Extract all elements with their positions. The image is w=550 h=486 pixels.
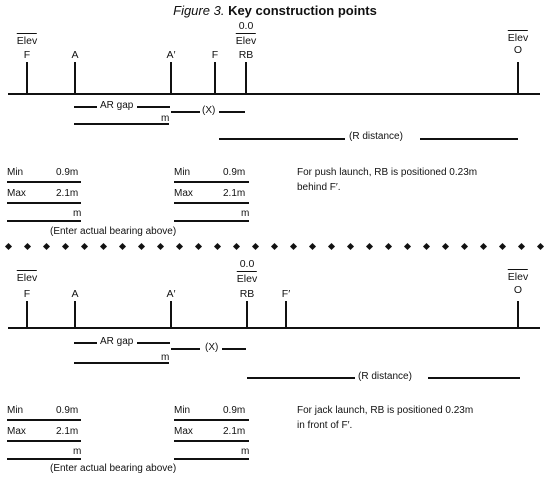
ar-gap-unit-jack: m: [161, 352, 170, 363]
tick-a-prime: [170, 62, 172, 94]
tick-a: [74, 62, 76, 94]
min-value-4: 0.9m: [223, 405, 246, 416]
ar-gap-label-jack: AR gap: [100, 336, 134, 347]
max-label-4: Max: [174, 426, 193, 437]
max-value-4: 2.1m: [223, 426, 246, 437]
point-a-prime-label: A′: [166, 49, 176, 61]
point-f-prime-label-jack: F′: [281, 288, 291, 300]
max-line-3: [7, 440, 81, 442]
max-line-2: [174, 202, 249, 204]
push-note-line-2: behind F′.: [297, 182, 341, 193]
ar-gap-line-right: [137, 106, 170, 108]
min-label-4: Min: [174, 405, 191, 416]
min-label-3: Min: [7, 405, 24, 416]
min-value-1: 0.9m: [56, 167, 79, 178]
tick-a-jack: [74, 301, 76, 328]
r-distance-line-left: [219, 138, 345, 140]
x-line-right-jack: [222, 348, 246, 350]
max-line-4: [174, 440, 249, 442]
jack-note-line-2: in front of F′.: [297, 420, 353, 431]
rb-elev-label: Elev: [235, 35, 257, 47]
bearing-unit-2: m: [241, 208, 250, 219]
bearing-unit-3: m: [73, 446, 82, 457]
r-distance-line-left-jack: [247, 377, 355, 379]
point-o-label: O: [513, 44, 523, 56]
x-label: (X): [202, 105, 216, 116]
f-elev-label-jack: Elev: [16, 272, 38, 284]
min-label-1: Min: [7, 167, 24, 178]
jack-baseline: [8, 327, 540, 329]
x-line-left: [171, 111, 200, 113]
ar-gap-entry-line: [74, 123, 169, 125]
push-baseline: [8, 93, 540, 95]
max-label-3: Max: [7, 426, 26, 437]
ar-gap-line-right-jack: [137, 342, 170, 344]
bearing-note-1: (Enter actual bearing above): [50, 226, 177, 237]
jack-note-line-1: For jack launch, RB is positioned 0.23m: [297, 405, 474, 416]
min-value-3: 0.9m: [56, 405, 79, 416]
r-distance-label-jack: (R distance): [358, 371, 412, 382]
tick-o-jack: [517, 301, 519, 328]
min-label-2: Min: [174, 167, 191, 178]
o-elev-label-jack: Elev: [507, 271, 529, 283]
tick-f: [26, 62, 28, 94]
bearing-line-3: [7, 458, 81, 460]
ar-gap-unit: m: [161, 113, 170, 124]
tick-a-prime-jack: [170, 301, 172, 328]
f-elev-label: Elev: [16, 35, 38, 47]
min-line-3: [7, 419, 81, 421]
figure-title-text: Key construction points: [228, 3, 377, 18]
point-rb-label-jack: RB: [239, 288, 255, 300]
tick-f-jack: [26, 301, 28, 328]
bearing-unit-1: m: [73, 208, 82, 219]
x-label-jack: (X): [205, 342, 219, 353]
figure-title: [0, 3, 550, 18]
ar-gap-line-left-jack: [74, 342, 97, 344]
max-line-1: [7, 202, 81, 204]
bearing-line-2: [174, 220, 249, 222]
point-o-label-jack: O: [513, 284, 523, 296]
max-value-2: 2.1m: [223, 188, 246, 199]
min-line-2: [174, 181, 249, 183]
tick-f-prime: [214, 62, 216, 94]
figure-number: Figure 3.: [173, 3, 225, 18]
ar-gap-label: AR gap: [100, 100, 134, 111]
o-elev-label: Elev: [507, 32, 529, 44]
ar-gap-line-left: [74, 106, 97, 108]
tick-f-prime-jack: [285, 301, 287, 328]
rb-elev-label-jack: Elev: [236, 273, 258, 285]
bearing-line-1: [7, 220, 81, 222]
tick-rb-jack: [246, 301, 248, 328]
min-value-2: 0.9m: [223, 167, 246, 178]
point-rb-label: RB: [238, 49, 254, 61]
rb-zero-label-jack: 0.0: [239, 258, 255, 270]
point-a-label-jack: A: [71, 288, 79, 300]
bearing-line-4: [174, 458, 249, 460]
bearing-unit-4: m: [241, 446, 250, 457]
r-distance-line-right: [420, 138, 518, 140]
bearing-note-3: (Enter actual bearing above): [50, 463, 177, 474]
x-line-right: [219, 111, 245, 113]
max-label-2: Max: [174, 188, 193, 199]
max-value-3: 2.1m: [56, 426, 79, 437]
r-distance-line-right-jack: [428, 377, 520, 379]
point-f-label-jack: F: [23, 288, 31, 300]
rb-zero-label: 0.0: [238, 20, 254, 32]
point-f-prime-label: F: [211, 49, 219, 61]
push-note-line-1: For push launch, RB is positioned 0.23m: [297, 167, 478, 178]
point-a-prime-label-jack: A′: [166, 288, 176, 300]
max-label-1: Max: [7, 188, 26, 199]
point-a-label: A: [71, 49, 79, 61]
point-f-label: F: [23, 49, 31, 61]
tick-rb: [245, 62, 247, 94]
x-line-left-jack: [171, 348, 200, 350]
ar-gap-entry-line-jack: [74, 362, 169, 364]
r-distance-label: (R distance): [349, 131, 403, 142]
min-line-4: [174, 419, 249, 421]
max-value-1: 2.1m: [56, 188, 79, 199]
tick-o: [517, 62, 519, 94]
min-line-1: [7, 181, 81, 183]
